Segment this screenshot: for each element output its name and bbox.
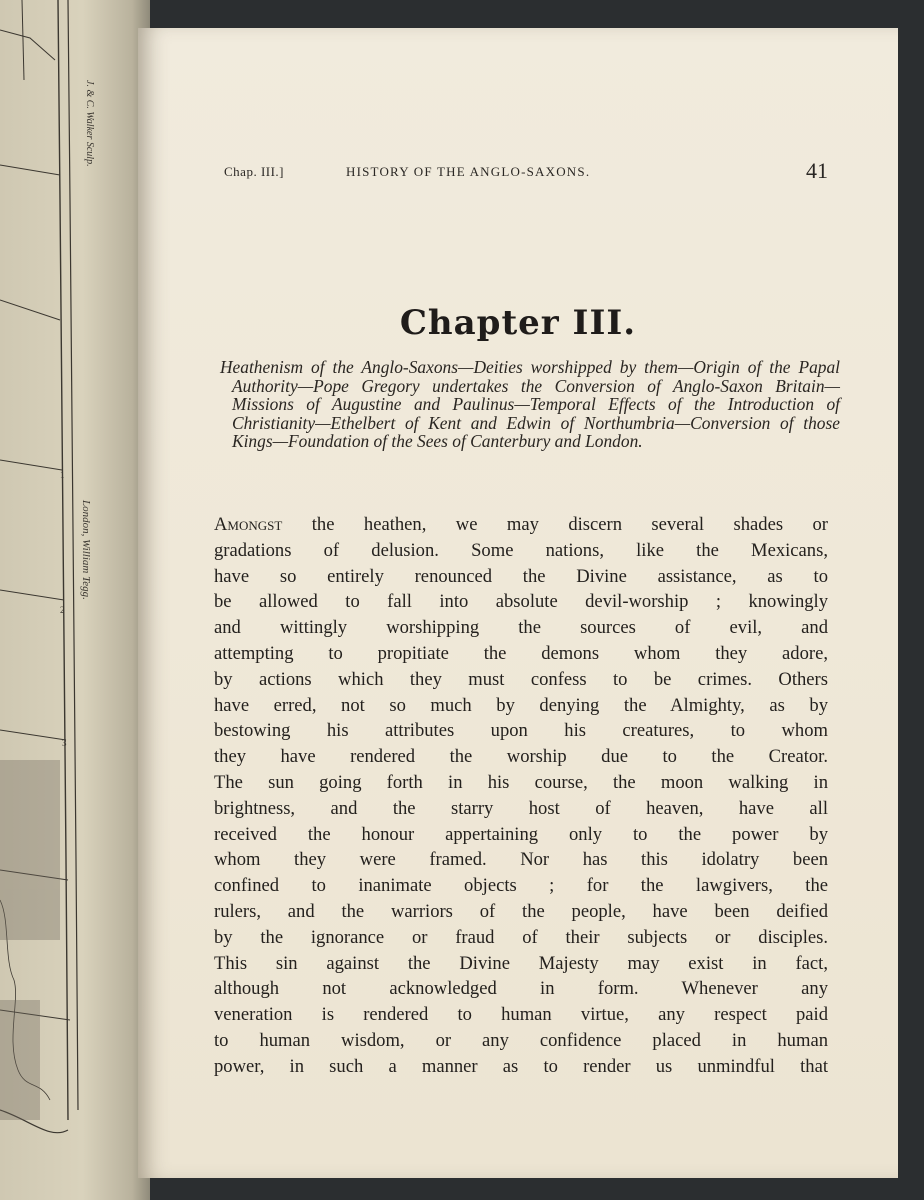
body-line: have so entirely renounced the Divine assistance, as to: [214, 565, 828, 587]
body-line: received the honour appertaining only to the power by: [214, 823, 828, 845]
chapter-summary: [220, 358, 840, 498]
body-line: by the ignorance or fraud of their subjects or disciples.: [214, 926, 828, 948]
body-line: power, in such a manner as to render us unmindful that: [214, 1055, 828, 1077]
body-line: be allowed to fall into absolute devil-worship ; knowingly: [214, 591, 828, 613]
body-line: by actions which they must confess to be crimes. Others: [214, 668, 828, 690]
body-line: Amongst the heathen, we may discern several shades or: [214, 514, 828, 535]
body-line: rulers, and the warriors of the people, have been deified: [214, 900, 828, 922]
left-page-map: [0, 0, 150, 1200]
map-number: 2: [60, 605, 65, 615]
running-head: [224, 160, 828, 186]
body-line: attempting to propitiate the demons whom they adore,: [214, 642, 828, 664]
body-text: [214, 512, 828, 1082]
body-line: The sun going forth in his course, the moon walking in: [214, 771, 828, 793]
engraver-credit: J. & C. Walker Sculp.: [84, 80, 95, 167]
body-line: veneration is rendered to human virtue, any respect paid: [214, 1004, 828, 1026]
body-line: have erred, not so much by denying the Almighty, as by: [214, 694, 828, 716]
chapter-title: Chapter III.: [399, 303, 637, 343]
body-line: confined to inanimate objects ; for the lawgivers, the: [214, 875, 828, 897]
map-number: 3: [62, 738, 67, 748]
body-line: gradations of delusion. Some nations, like the Mexicans,: [214, 539, 828, 561]
running-head-title: HISTORY OF THE ANGLO-SAXONS.: [346, 164, 591, 179]
page-number: 41: [806, 158, 828, 183]
map-border: [0, 0, 140, 1200]
running-head-chapter: Chap. III.]: [224, 164, 285, 179]
body-line: they have rendered the worship due to the Creator.: [214, 746, 828, 768]
map-lines: [0, 0, 140, 1200]
body-line: This sin against the Divine Majesty may exist in fact,: [214, 952, 828, 974]
publisher-credit: London, William Tegg.: [80, 500, 92, 600]
summary-text: Heathenism of the Anglo-Saxons—Deities worshipped by them—Origin of the Papal Authority—Pope Gregory undertakes the Conversion of Anglo-Saxon Britain—Missions of Augustine and Paulinus—Temporal Effects of the Introduction of Christianity—Ethelbert of Kent and Edwin of Northumbria—Conversion of those Kings—Foundation of the Sees of Canterbury and London.: [220, 357, 840, 452]
body-line: although not acknowledged in form. Whenever any: [214, 978, 828, 1000]
book-page: [138, 28, 898, 1178]
body-line: to human wisdom, or any confidence placed in human: [214, 1029, 828, 1051]
map-number: 1: [60, 470, 65, 480]
body-line: and wittingly worshipping the sources of evil, and: [214, 617, 828, 639]
body-line: brightness, and the starry host of heaven, have all: [214, 797, 828, 819]
opening-word: Amongst: [214, 514, 283, 535]
body-line: bestowing his attributes upon his creatures, to whom: [214, 720, 828, 742]
body-line: whom they were framed. Nor has this idolatry been: [214, 849, 828, 871]
